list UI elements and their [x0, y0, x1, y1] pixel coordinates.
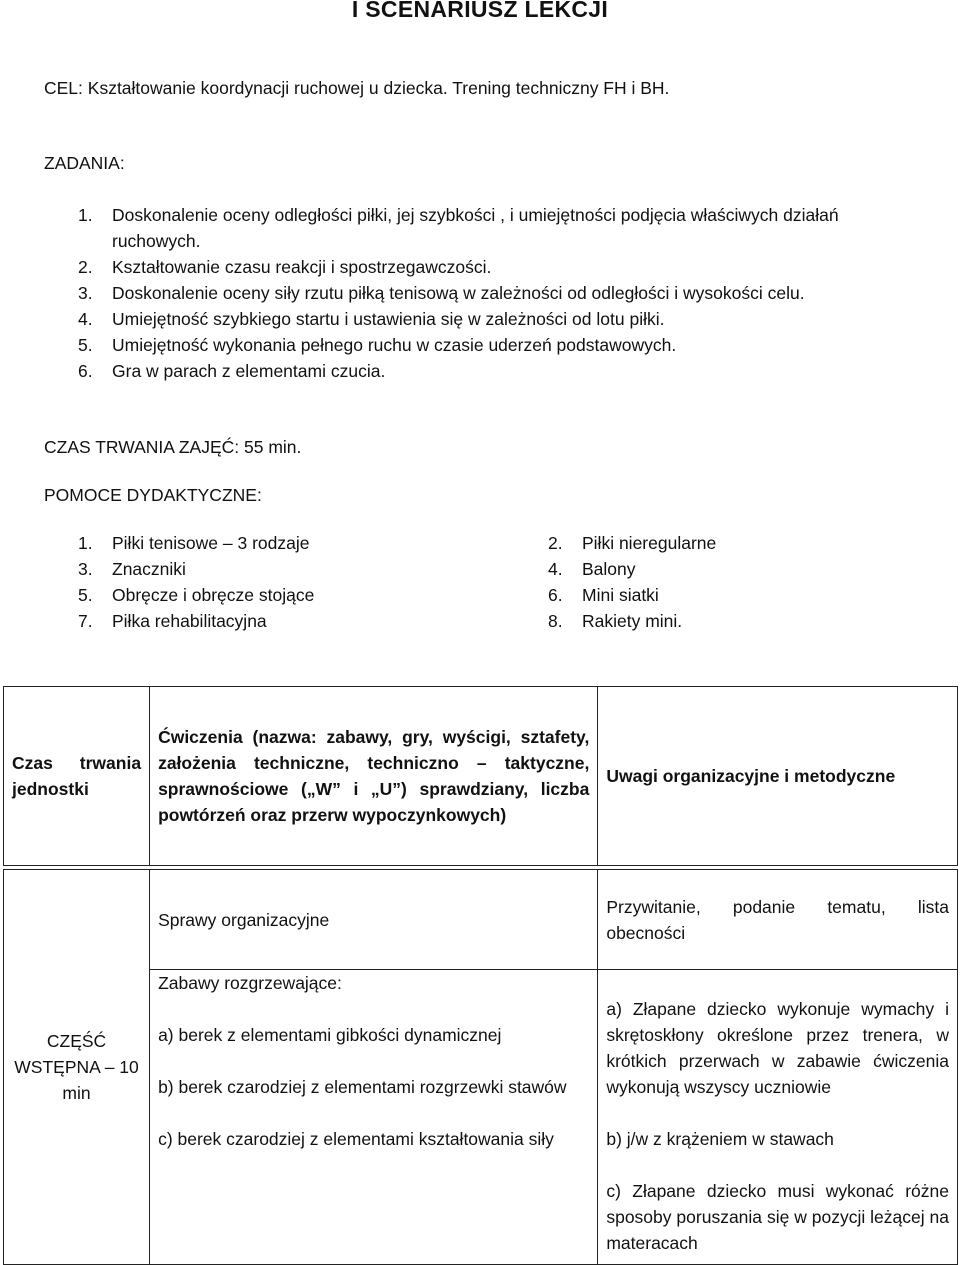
task-continuation: ruchowych. [112, 231, 201, 251]
aid-number: 2. [548, 533, 563, 553]
task-number: 1. [78, 205, 93, 225]
goal-line [44, 78, 669, 99]
table-header-row [4, 687, 958, 866]
task-text: Gra w parach z elementami czucia. [112, 361, 386, 381]
task-item [78, 361, 385, 382]
task-number: 4. [78, 309, 93, 329]
aid-text: Znaczniki [112, 559, 186, 579]
task-text: Kształtowanie czasu reakcji i spostrzegawczości. [112, 257, 492, 277]
exercise-cell: Sprawy organizacyjne [150, 870, 598, 970]
aid-number: 7. [78, 611, 93, 631]
task-number: 3. [78, 283, 93, 303]
duration-line [44, 437, 301, 458]
task-number: 6. [78, 361, 93, 381]
note-item: c) Złapane dziecko musi wykonać różne sposoby poruszania się w pozycji leżącej na materacach [606, 1181, 949, 1253]
tasks-label: ZADANIA: [44, 153, 125, 173]
aid-number: 8. [548, 611, 563, 631]
plan-header-table [3, 686, 958, 866]
duration-label: CZAS TRWANIA ZAJĘĆ [44, 437, 235, 457]
section-label: CZĘŚĆ WSTĘPNA – 10 min [4, 870, 150, 1265]
table-row [4, 870, 958, 970]
aid-item [548, 559, 636, 580]
aid-item [78, 585, 314, 606]
page-title: I SCENARIUSZ LEKCJI [351, 0, 609, 22]
task-item [78, 205, 839, 226]
aid-text: Piłka rehabilitacyjna [112, 611, 267, 631]
task-item [78, 257, 491, 278]
exercise-item: b) berek czarodziej z elementami rozgrzewki stawów [158, 1077, 567, 1097]
task-text: Doskonalenie oceny siły rzutu piłką tenisową w zależności od odległości i wysokości celu. [112, 283, 805, 303]
exercise-intro: Zabawy rozgrzewające: [158, 973, 342, 993]
plan-body-table [3, 869, 958, 1265]
aid-item [78, 533, 309, 554]
task-number: 5. [78, 335, 93, 355]
aid-number: 6. [548, 585, 563, 605]
goal-label: CEL [44, 78, 79, 98]
aid-text: Piłki tenisowe – 3 rodzaje [112, 533, 310, 553]
aid-text: Obręcze i obręcze stojące [112, 585, 315, 605]
duration-value: : 55 min. [234, 437, 302, 457]
aid-item [78, 559, 186, 580]
notes-cell [598, 970, 958, 1265]
task-text: Umiejętność wykonania pełnego ruchu w czasie uderzeń podstawowych. [112, 335, 677, 355]
note-item: b) j/w z krążeniem w stawach [606, 1129, 834, 1149]
aid-text: Piłki nieregularne [582, 533, 717, 553]
task-text: Umiejętność szybkiego startu i ustawienia się w zależności od lotu piłki. [112, 309, 665, 329]
notes-cell: Przywitanie, podanie tematu, lista obecności [598, 870, 958, 970]
aid-number: 4. [548, 559, 563, 579]
exercise-item: c) berek czarodziej z elementami kształtowania siły [158, 1129, 554, 1149]
aid-text: Balony [582, 559, 636, 579]
task-item [78, 309, 664, 330]
aid-text: Mini siatki [582, 585, 659, 605]
exercise-cell [150, 970, 598, 1265]
header-duration: Czas trwania jednostki [4, 687, 150, 866]
aid-item [78, 611, 267, 632]
aid-text: Rakiety mini. [582, 611, 683, 631]
header-notes: Uwagi organizacyjne i metodyczne [598, 687, 958, 866]
aid-number: 3. [78, 559, 93, 579]
header-exercises: Ćwiczenia (nazwa: zabawy, gry, wyścigi, sztafety, założenia techniczne, techniczno – taktyczne, sprawnościowe („W” i „U”) sprawdziany, liczba powtórzeń oraz przerw wypoczynkowych) [150, 687, 598, 866]
goal-text: : Kształtowanie koordynacji ruchowej u dziecka. Trening techniczny FH i BH. [78, 78, 670, 98]
task-item [78, 335, 676, 356]
aid-number: 5. [78, 585, 93, 605]
task-item [78, 283, 805, 304]
aid-number: 1. [78, 533, 93, 553]
aid-item [548, 611, 682, 632]
aid-item [548, 533, 716, 554]
aids-label: POMOCE DYDAKTYCZNE: [44, 485, 262, 505]
task-number: 2. [78, 257, 93, 277]
exercise-item: a) berek z elementami gibkości dynamicznej [158, 1025, 502, 1045]
aid-item [548, 585, 659, 606]
note-item: a) Złapane dziecko wykonuje wymachy i skrętoskłony określone przez trenera, w krótkich przerwach w zabawie ćwiczenia wykonują wszyscy uczniowie [606, 999, 949, 1097]
task-text: Doskonalenie oceny odległości piłki, jej szybkości , i umiejętności podjęcia właściwych działań [112, 205, 839, 225]
